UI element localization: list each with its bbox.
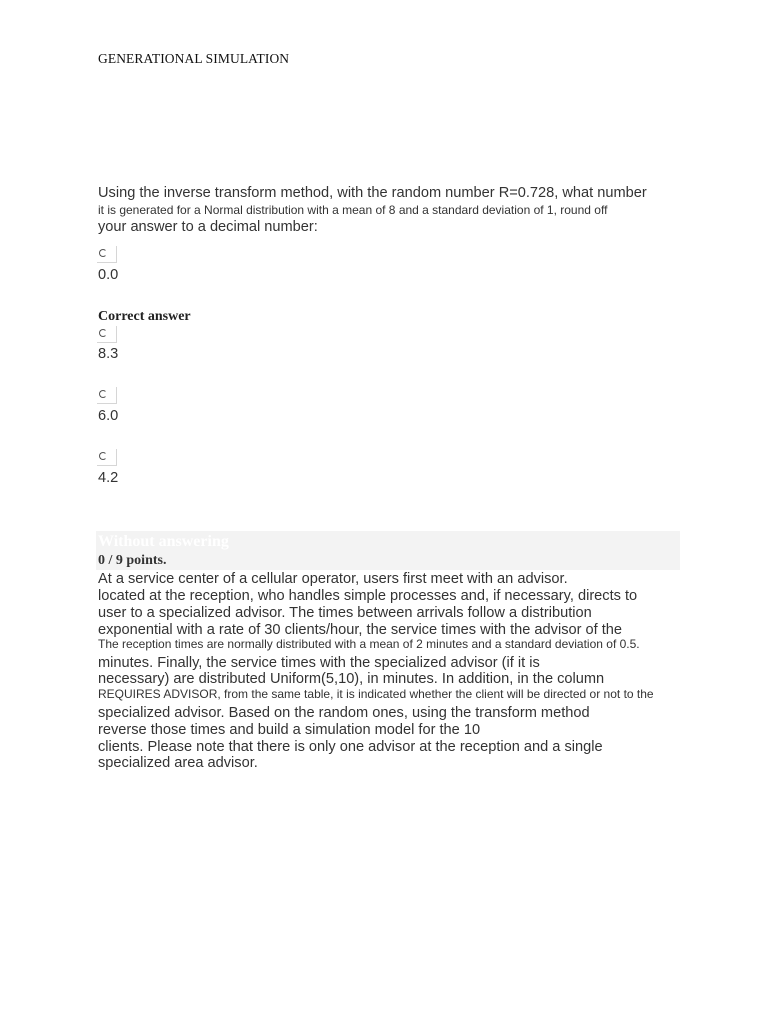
question-2-line: clients. Please note that there is only one advisor at the reception and a single xyxy=(98,739,603,755)
question-2-line: specialized advisor. Based on the random ones, using the transform method xyxy=(98,705,590,721)
question-2-line: necessary) are distributed Uniform(5,10), in minutes. In addition, in the column xyxy=(98,671,605,687)
question-points: 0 / 9 points. xyxy=(98,553,167,568)
question-status: Without answering xyxy=(98,533,229,550)
question-2-line: specialized area advisor. xyxy=(98,755,258,771)
question-1-line: it is generated for a Normal distribution with a mean of 8 and a standard deviation of 1, round off xyxy=(98,203,608,217)
correct-answer-label: Correct answer xyxy=(98,309,191,324)
question-2-line: REQUIRES ADVISOR, from the same table, it is indicated whether the client will be directed or not to the xyxy=(98,687,654,701)
radio-circle-icon xyxy=(99,329,107,337)
option-radio-6-0[interactable] xyxy=(97,387,117,404)
radio-circle-icon xyxy=(99,249,107,257)
question-2-line: user to a specialized advisor. The times between arrivals follow a distribution xyxy=(98,605,592,621)
option-label-0-0: 0.0 xyxy=(98,267,119,283)
option-label-6-0: 6.0 xyxy=(98,408,119,424)
question-2-line: The reception times are normally distributed with a mean of 2 minutes and a standard deviation of 0.5. xyxy=(98,637,640,651)
option-radio-0-0[interactable] xyxy=(97,246,117,263)
radio-circle-icon xyxy=(99,452,107,460)
question-2-line: exponential with a rate of 30 clients/hour, the service times with the advisor of the xyxy=(98,622,623,638)
question-1-line: Using the inverse transform method, with the random number R=0.728, what number xyxy=(98,185,647,201)
option-label-4-2: 4.2 xyxy=(98,470,119,486)
option-radio-4-2[interactable] xyxy=(97,449,117,466)
option-label-8-3: 8.3 xyxy=(98,346,119,362)
radio-circle-icon xyxy=(99,390,107,398)
document-title: GENERATIONAL SIMULATION xyxy=(98,51,290,66)
question-2-line: reverse those times and build a simulation model for the 10 xyxy=(98,722,481,738)
question-2-line: At a service center of a cellular operator, users first meet with an advisor. xyxy=(98,571,568,587)
question-2-line: located at the reception, who handles simple processes and, if necessary, directs to xyxy=(98,588,638,604)
question-1-line: your answer to a decimal number: xyxy=(98,219,318,235)
option-radio-8-3[interactable] xyxy=(97,326,117,343)
question-2-line: minutes. Finally, the service times with the specialized advisor (if it is xyxy=(98,655,540,671)
